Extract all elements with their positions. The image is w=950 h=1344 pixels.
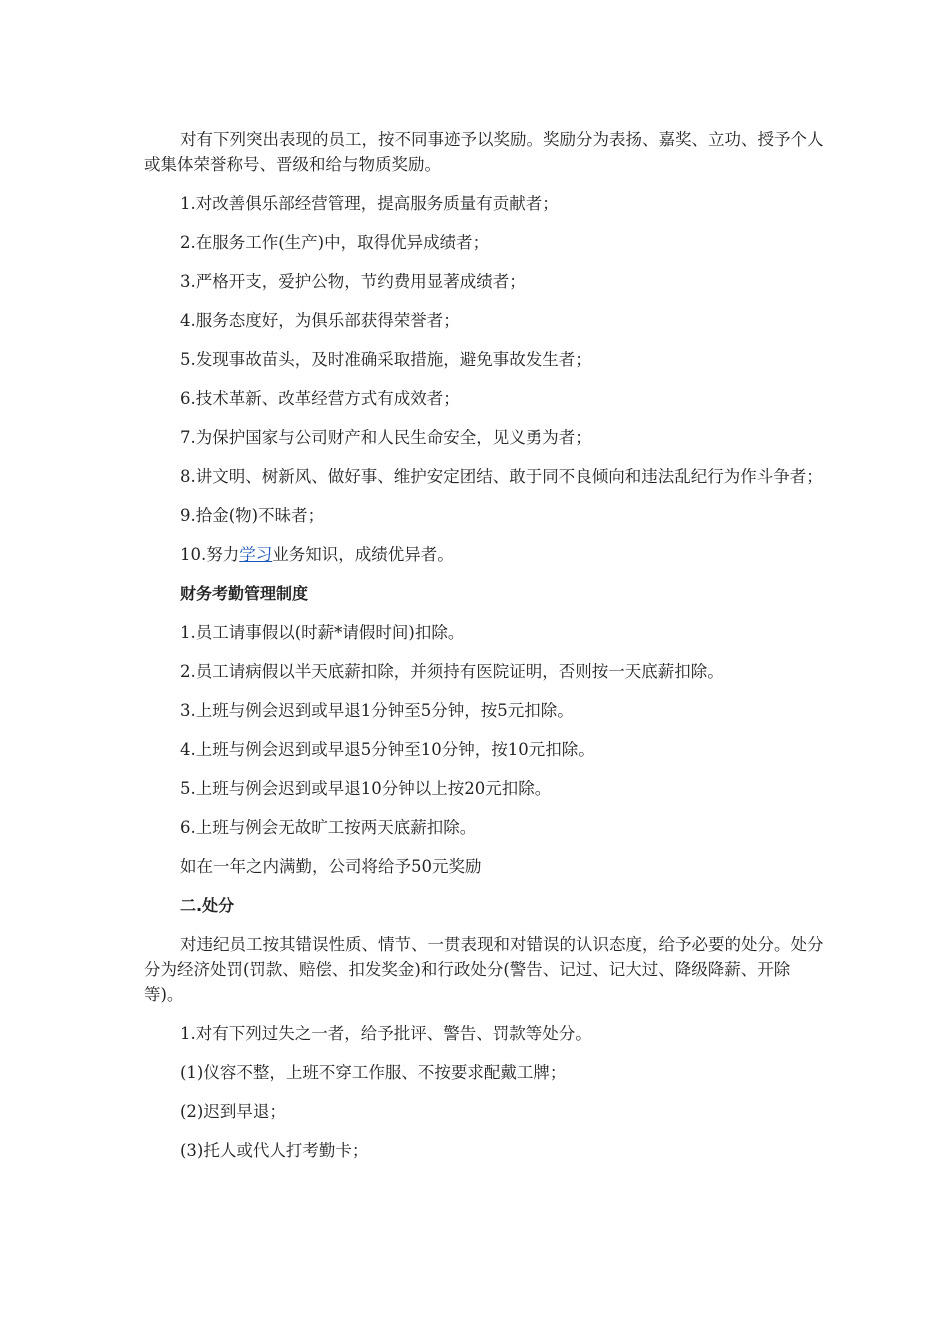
punishment-intro: 对违纪员工按其错误性质、情节、一贯表现和对错误的认识态度，给予必要的处分。处分分为经济处罚(罚款、赔偿、扣发奖金)和行政处分(警告、记过、记大过、降级降薪、开除等)。 <box>144 935 824 1004</box>
reward-item: 1.对改善俱乐部经营管理，提高服务质量有贡献者； <box>180 194 559 213</box>
attendance-item: 3.上班与例会迟到或早退1分钟至5分钟，按5元扣除。 <box>180 701 574 720</box>
reward-item: 8.讲文明、树新风、做好事、维护安定团结、敢于同不良倾向和违法乱纪行为作斗争者； <box>180 467 823 486</box>
attendance-item: 6.上班与例会无故旷工按两天底薪扣除。 <box>180 818 477 837</box>
reward-item: 6.技术革新、改革经营方式有成效者； <box>180 389 460 408</box>
attendance-item: 5.上班与例会迟到或早退10分钟以上按20元扣除。 <box>180 779 552 798</box>
reward-item: 9.拾金(物)不昧者； <box>180 506 325 525</box>
attendance-item: 4.上班与例会迟到或早退5分钟至10分钟，按10元扣除。 <box>180 740 595 759</box>
reward-item: 7.为保护国家与公司财产和人民生命安全，见义勇为者； <box>180 428 592 447</box>
punishment-item: 1.对有下列过失之一者，给予批评、警告、罚款等处分。 <box>180 1024 592 1043</box>
reward-10-suffix: 业务知识，成绩优异者。 <box>272 545 454 564</box>
reward-intro: 对有下列突出表现的员工，按不同事迹予以奖励。奖励分为表扬、嘉奖、立功、授予个人或集体荣誉称号、晋级和给与物质奖励。 <box>144 130 824 174</box>
reward-item: 4.服务态度好，为俱乐部获得荣誉者； <box>180 311 460 330</box>
attendance-note: 如在一年之内满勤，公司将给予50元奖励 <box>180 857 482 876</box>
study-link[interactable]: 学习 <box>239 545 273 564</box>
reward-item: 3.严格开支，爱护公物，节约费用显著成绩者； <box>180 272 526 291</box>
punishment-item: (3)托人或代人打考勤卡； <box>180 1141 369 1160</box>
attendance-item: 1.员工请事假以(时薪*请假时间)扣除。 <box>180 623 465 642</box>
reward-10-prefix: 10.努力 <box>180 545 240 564</box>
reward-item-10 <box>144 542 824 567</box>
punishment-item: (1)仪容不整，上班不穿工作服、不按要求配戴工牌； <box>180 1063 567 1082</box>
attendance-item: 2.员工请病假以半天底薪扣除，并须持有医院证明，否则按一天底薪扣除。 <box>180 662 724 681</box>
document-page <box>144 127 824 1163</box>
punishment-heading: 二.处分 <box>180 896 235 915</box>
punishment-item: (2)迟到早退； <box>180 1102 286 1121</box>
reward-item: 2.在服务工作(生产)中，取得优异成绩者； <box>180 233 490 252</box>
attendance-heading: 财务考勤管理制度 <box>180 584 309 603</box>
reward-item: 5.发现事故苗头，及时准确采取措施，避免事故发生者； <box>180 350 592 369</box>
